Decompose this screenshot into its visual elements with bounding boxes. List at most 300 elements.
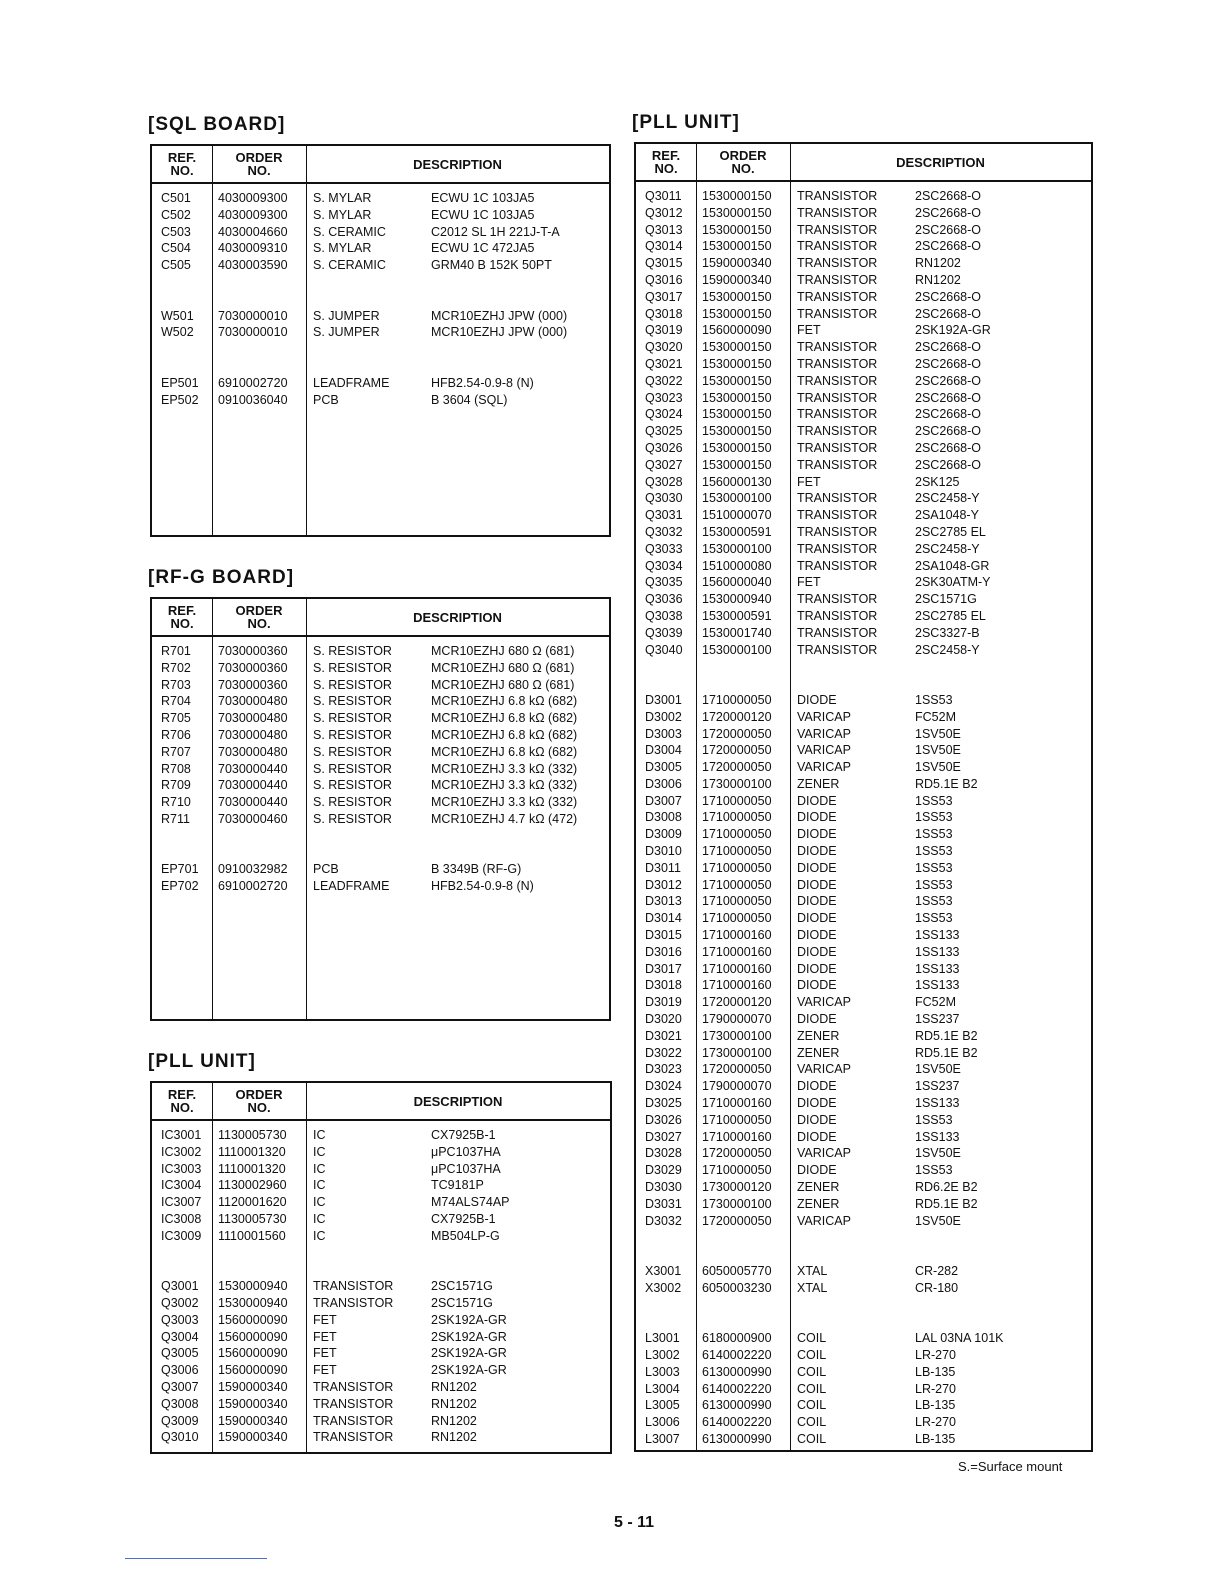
order-no-cell: 7030000480 <box>218 727 288 742</box>
ref-no-cell: Q3027 <box>645 457 683 472</box>
ref-no-cell: IC3001 <box>161 1128 202 1142</box>
part-type-cell: COIL <box>797 1364 827 1379</box>
part-type-cell: ZENER <box>797 1180 840 1195</box>
part-number-cell: MCR10EZHJ 680 Ω (681) <box>431 677 575 692</box>
part-type-cell: TRANSISTOR <box>797 272 878 287</box>
order-no-cell: 7030000440 <box>218 778 288 793</box>
part-number-cell: μPC1037HA <box>431 1144 501 1159</box>
ref-no-cell: D3003 <box>645 726 682 741</box>
table-row <box>636 255 1091 272</box>
order-no-cell: 1530000100 <box>702 642 772 657</box>
part-number-cell: MCR10EZHJ 680 Ω (681) <box>431 644 575 658</box>
ref-no-cell: Q3020 <box>645 340 683 355</box>
table-body <box>152 190 609 408</box>
part-number-cell: 1SS133 <box>915 1129 960 1144</box>
table-row <box>152 693 609 710</box>
part-number-cell: ECWU 1C 472JA5 <box>431 241 535 256</box>
table-row <box>152 1362 610 1379</box>
table-row <box>636 306 1091 323</box>
part-number-cell: RN1202 <box>431 1379 477 1394</box>
part-type-cell: TRANSISTOR <box>797 306 878 321</box>
order-no-cell: 1530000150 <box>702 373 772 388</box>
table-row <box>152 744 609 761</box>
row-spacer <box>152 828 609 845</box>
table-row <box>152 1161 610 1178</box>
ref-no-cell: Q3030 <box>645 491 683 506</box>
ref-no-cell: Q3009 <box>161 1413 199 1428</box>
header-ref-no-label: NO. <box>170 163 194 178</box>
ref-no-cell: C502 <box>161 207 191 222</box>
table-row <box>636 1347 1091 1364</box>
order-no-cell: 6910002720 <box>218 375 288 390</box>
part-number-cell: RD5.1E B2 <box>915 1045 978 1060</box>
part-type-cell: DIODE <box>797 692 837 707</box>
ref-no-cell: Q3010 <box>161 1430 199 1445</box>
table-row <box>636 1112 1091 1129</box>
table-row <box>636 390 1091 407</box>
table-row <box>152 794 609 811</box>
order-no-cell: 1720000050 <box>702 1146 772 1161</box>
ref-no-cell: Q3017 <box>645 289 683 304</box>
order-no-cell: 4030009300 <box>218 191 288 205</box>
order-no-cell: 1590000340 <box>218 1413 288 1428</box>
row-spacer <box>152 341 609 358</box>
part-type-cell: DIODE <box>797 810 837 825</box>
order-no-cell: 1530000940 <box>218 1279 288 1294</box>
part-number-cell: TC9181P <box>431 1178 484 1193</box>
header-description <box>790 144 1091 180</box>
part-number-cell: ECWU 1C 103JA5 <box>431 191 535 205</box>
ref-no-cell: C503 <box>161 224 191 239</box>
table-body <box>636 188 1091 1448</box>
ref-no-cell: Q3028 <box>645 474 683 489</box>
table-row <box>636 759 1091 776</box>
order-no-cell: 1710000050 <box>702 877 772 892</box>
order-no-cell: 6130000990 <box>702 1398 772 1413</box>
part-type-cell: VARICAP <box>797 709 851 724</box>
part-number-cell: 1SS53 <box>915 692 953 707</box>
table-row <box>152 1295 610 1312</box>
table-row <box>636 541 1091 558</box>
table-row <box>636 507 1091 524</box>
order-no-cell: 6140002220 <box>702 1347 772 1362</box>
table-header <box>152 1083 610 1121</box>
part-type-cell: VARICAP <box>797 1213 851 1228</box>
order-no-cell: 1720000050 <box>702 743 772 758</box>
table-row <box>636 1397 1091 1414</box>
part-number-cell: 2SC2458-Y <box>915 642 980 657</box>
part-number-cell: 1SS53 <box>915 1112 953 1127</box>
ref-no-cell: Q3039 <box>645 625 683 640</box>
order-no-cell: 1710000050 <box>702 793 772 808</box>
ref-no-cell: Q3015 <box>645 256 683 271</box>
part-number-cell: 1SS133 <box>915 978 960 993</box>
table-row <box>636 709 1091 726</box>
part-type-cell: ZENER <box>797 776 840 791</box>
ref-no-cell: Q3035 <box>645 575 683 590</box>
ref-no-cell: Q3011 <box>645 189 682 203</box>
order-no-cell: 1790000070 <box>702 1012 772 1027</box>
ref-no-cell: R704 <box>161 694 191 709</box>
order-no-cell: 1110001560 <box>218 1228 286 1243</box>
part-number-cell: 2SC3327-B <box>915 625 980 640</box>
table-row <box>152 777 609 794</box>
part-type-cell: S. RESISTOR <box>313 727 392 742</box>
part-type-cell: IC <box>313 1211 326 1226</box>
order-no-cell: 1720000050 <box>702 1062 772 1077</box>
part-type-cell: FET <box>797 474 821 489</box>
order-no-cell: 7030000010 <box>218 308 288 323</box>
part-number-cell: FC52M <box>915 995 956 1010</box>
order-no-cell: 1530000150 <box>702 390 772 405</box>
part-type-cell: TRANSISTOR <box>797 390 878 405</box>
part-type-cell: TRANSISTOR <box>797 491 878 506</box>
part-type-cell: VARICAP <box>797 760 851 775</box>
part-number-cell: LAL 03NA 101K <box>915 1331 1004 1346</box>
table-row <box>152 240 609 257</box>
order-no-cell: 1710000050 <box>702 894 772 909</box>
part-number-cell: 1SS53 <box>915 844 953 859</box>
order-no-cell: 6050005770 <box>702 1264 772 1278</box>
part-number-cell: μPC1037HA <box>431 1161 501 1176</box>
table-row <box>636 1045 1091 1062</box>
order-no-cell: 1560000090 <box>702 323 772 338</box>
order-no-cell: 1530000940 <box>218 1295 288 1310</box>
part-type-cell: DIODE <box>797 1012 837 1027</box>
order-no-cell: 1720000050 <box>702 760 772 775</box>
ref-no-cell: Q3001 <box>161 1279 199 1294</box>
part-number-cell: CR-180 <box>915 1280 959 1295</box>
order-no-cell: 1720000050 <box>702 1213 772 1228</box>
part-type-cell: TRANSISTOR <box>797 289 878 304</box>
ref-no-cell: D3030 <box>645 1180 682 1195</box>
part-type-cell: TRANSISTOR <box>797 205 878 220</box>
rfg-board-title: [RF-G BOARD] <box>148 567 295 588</box>
part-number-cell: MCR10EZHJ 6.8 kΩ (682) <box>431 694 578 709</box>
order-no-cell: 1530000150 <box>702 239 772 254</box>
ref-no-cell: D3009 <box>645 827 682 842</box>
order-no-cell: 1590000340 <box>218 1396 288 1411</box>
ref-no-cell: Q3002 <box>161 1295 199 1310</box>
part-type-cell: FET <box>313 1363 337 1378</box>
header-ref-no-label: NO. <box>654 161 678 176</box>
table-row <box>636 474 1091 491</box>
pll-unit-left-title: [PLL UNIT] <box>148 1051 256 1072</box>
table-row <box>636 776 1091 793</box>
header-description <box>306 146 609 182</box>
part-type-cell: S. MYLAR <box>313 207 372 222</box>
table-row <box>152 308 609 325</box>
row-spacer <box>152 1261 610 1278</box>
row-spacer <box>636 1297 1091 1314</box>
part-number-cell: 2SC2668-O <box>915 457 982 472</box>
table-row <box>636 440 1091 457</box>
part-number-cell: MCR10EZHJ 3.3 kΩ (332) <box>431 795 578 810</box>
ref-no-cell: EP701 <box>161 862 199 877</box>
part-number-cell: 2SK192A-GR <box>431 1329 507 1344</box>
part-type-cell: FET <box>313 1346 337 1361</box>
ref-no-cell: D3032 <box>645 1213 682 1228</box>
part-type-cell: TRANSISTOR <box>313 1379 394 1394</box>
table-row <box>152 660 609 677</box>
table-row <box>636 692 1091 709</box>
ref-no-cell: D3010 <box>645 844 682 859</box>
part-number-cell: MCR10EZHJ 3.3 kΩ (332) <box>431 778 578 793</box>
part-type-cell: S. CERAMIC <box>313 258 386 273</box>
table-body <box>152 1127 610 1446</box>
ref-no-cell: Q3022 <box>645 373 683 388</box>
pll-unit-left-table <box>150 1081 612 1454</box>
part-type-cell: TRANSISTOR <box>797 558 878 573</box>
table-row <box>636 1364 1091 1381</box>
table-row <box>152 878 609 895</box>
order-no-cell: 1560000040 <box>702 575 772 590</box>
header-order-no-label: NO. <box>731 161 755 176</box>
table-row <box>636 1414 1091 1431</box>
part-number-cell: 2SC2785 EL <box>915 524 986 539</box>
table-row <box>636 322 1091 339</box>
order-no-cell: 1560000090 <box>218 1363 288 1378</box>
order-no-cell: 0910036040 <box>218 392 288 407</box>
table-row <box>152 1278 610 1295</box>
ref-no-cell: D3028 <box>645 1146 682 1161</box>
part-type-cell: S. RESISTOR <box>313 694 392 709</box>
part-number-cell: 1SV50E <box>915 743 961 758</box>
table-row <box>152 392 609 409</box>
table-row <box>152 1329 610 1346</box>
part-number-cell: 2SC2668-O <box>915 205 982 220</box>
order-no-cell: 6910002720 <box>218 879 288 894</box>
header-description-label: DESCRIPTION <box>413 609 502 625</box>
order-no-cell: 1530001740 <box>702 625 772 640</box>
part-type-cell: S. MYLAR <box>313 191 372 205</box>
order-no-cell: 7030000460 <box>218 811 288 826</box>
order-no-cell: 6180000900 <box>702 1331 772 1346</box>
ref-no-cell: D3014 <box>645 911 682 926</box>
header-ref-label: REF. <box>651 148 681 163</box>
order-no-cell: 6050003230 <box>702 1280 772 1295</box>
part-number-cell: 1SV50E <box>915 726 961 741</box>
header-order-no-label: NO. <box>247 616 271 631</box>
ref-no-cell: W501 <box>161 308 194 323</box>
part-number-cell: C2012 SL 1H 221J-T-A <box>431 224 560 239</box>
part-number-cell: CR-282 <box>915 1264 959 1278</box>
table-row <box>152 677 609 694</box>
table-row <box>636 1129 1091 1146</box>
part-type-cell: VARICAP <box>797 726 851 741</box>
ref-no-cell: EP702 <box>161 879 199 894</box>
part-number-cell: MCR10EZHJ JPW (000) <box>431 325 568 340</box>
table-row <box>152 1144 610 1161</box>
order-no-cell: 7030000010 <box>218 325 288 340</box>
table-row <box>152 190 609 207</box>
part-number-cell: 1SV50E <box>915 760 961 775</box>
order-no-cell: 4030004660 <box>218 224 288 239</box>
row-spacer <box>636 675 1091 692</box>
pll-unit-right-title: [PLL UNIT] <box>632 112 740 133</box>
part-number-cell: ECWU 1C 103JA5 <box>431 207 535 222</box>
ref-no-cell: R702 <box>161 660 191 675</box>
part-type-cell: FET <box>797 575 821 590</box>
part-number-cell: M74ALS74AP <box>431 1195 510 1210</box>
order-no-cell: 6130000990 <box>702 1431 772 1446</box>
ref-no-cell: R710 <box>161 795 191 810</box>
ref-no-cell: D3004 <box>645 743 682 758</box>
table-row <box>636 574 1091 591</box>
part-number-cell: 2SC2668-O <box>915 222 982 237</box>
part-type-cell: S. RESISTOR <box>313 795 392 810</box>
header-ref-no <box>636 144 696 180</box>
ref-no-cell: Q3012 <box>645 205 683 220</box>
part-type-cell: TRANSISTOR <box>797 508 878 523</box>
part-type-cell: TRANSISTOR <box>797 239 878 254</box>
header-ref-label: REF. <box>167 603 197 618</box>
part-number-cell: LR-270 <box>915 1381 956 1396</box>
table-row <box>152 1345 610 1362</box>
part-number-cell: 2SC2668-O <box>915 189 982 203</box>
table-row <box>636 1162 1091 1179</box>
table-row <box>636 339 1091 356</box>
part-number-cell: RD5.1E B2 <box>915 1028 978 1043</box>
part-type-cell: COIL <box>797 1331 827 1346</box>
header-description <box>306 599 609 635</box>
order-no-cell: 7030000360 <box>218 660 288 675</box>
order-no-cell: 1530000591 <box>702 608 772 623</box>
part-number-cell: FC52M <box>915 709 956 724</box>
part-number-cell: 1SS53 <box>915 1163 953 1178</box>
table-row <box>636 1381 1091 1398</box>
part-number-cell: 1SV50E <box>915 1213 961 1228</box>
ref-no-cell: D3006 <box>645 776 682 791</box>
table-row <box>636 742 1091 759</box>
order-no-cell: 4030009310 <box>218 241 288 256</box>
row-spacer <box>636 1246 1091 1263</box>
order-no-cell: 1510000070 <box>702 508 772 523</box>
ref-no-cell: L3001 <box>645 1331 680 1346</box>
table-row <box>152 375 609 392</box>
part-number-cell: 2SK192A-GR <box>431 1363 507 1378</box>
table-row <box>152 1396 610 1413</box>
order-no-cell: 4030009300 <box>218 207 288 222</box>
part-number-cell: 2SC2668-O <box>915 390 982 405</box>
table-row <box>152 643 609 660</box>
ref-no-cell: C501 <box>161 191 191 205</box>
ref-no-cell: Q3038 <box>645 608 683 623</box>
ref-no-cell: L3002 <box>645 1347 680 1362</box>
order-no-cell: 1710000160 <box>702 944 772 959</box>
table-row <box>152 324 609 341</box>
part-number-cell: HFB2.54-0.9-8 (N) <box>431 879 534 894</box>
header-description-label: DESCRIPTION <box>413 156 502 172</box>
ref-no-cell: D3031 <box>645 1196 682 1211</box>
part-number-cell: 2SK192A-GR <box>431 1312 507 1327</box>
part-number-cell: RN1202 <box>431 1396 477 1411</box>
row-spacer <box>152 358 609 375</box>
part-type-cell: COIL <box>797 1398 827 1413</box>
ref-no-cell: Q3007 <box>161 1379 199 1394</box>
part-type-cell: S. RESISTOR <box>313 677 392 692</box>
part-type-cell: S. RESISTOR <box>313 778 392 793</box>
ref-no-cell: D3026 <box>645 1112 682 1127</box>
ref-no-cell: D3011 <box>645 860 681 875</box>
order-no-cell: 1120001620 <box>218 1195 287 1210</box>
ref-no-cell: R708 <box>161 761 191 776</box>
part-type-cell: S. CERAMIC <box>313 224 386 239</box>
table-row <box>636 843 1091 860</box>
order-no-cell: 1530000100 <box>702 491 772 506</box>
table-row <box>636 1028 1091 1045</box>
order-no-cell: 1710000160 <box>702 928 772 943</box>
table-row <box>636 642 1091 659</box>
ref-no-cell: Q3019 <box>645 323 683 338</box>
part-number-cell: 1SS133 <box>915 961 960 976</box>
part-type-cell: TRANSISTOR <box>797 356 878 371</box>
order-no-cell: 1590000340 <box>702 272 772 287</box>
part-number-cell: CX7925B-1 <box>431 1128 496 1142</box>
part-type-cell: VARICAP <box>797 1062 851 1077</box>
part-type-cell: XTAL <box>797 1264 828 1278</box>
ref-no-cell: R711 <box>161 811 190 826</box>
ref-no-cell: Q3040 <box>645 642 683 657</box>
order-no-cell: 1730000120 <box>702 1180 772 1195</box>
order-no-cell: 1560000090 <box>218 1312 288 1327</box>
part-number-cell: 2SC2785 EL <box>915 608 986 623</box>
part-type-cell: TRANSISTOR <box>797 457 878 472</box>
table-row <box>636 188 1091 205</box>
row-spacer <box>636 1313 1091 1330</box>
part-number-cell: RN1202 <box>915 256 961 271</box>
ref-no-cell: L3007 <box>645 1431 680 1446</box>
ref-no-cell: Q3033 <box>645 541 683 556</box>
order-no-cell: 1530000150 <box>702 424 772 439</box>
ref-no-cell: X3002 <box>645 1280 682 1295</box>
ref-no-cell: Q3026 <box>645 440 683 455</box>
table-row <box>636 826 1091 843</box>
part-number-cell: 2SC2668-O <box>915 407 982 422</box>
pll-unit-right-table <box>634 142 1093 1452</box>
part-type-cell: COIL <box>797 1381 827 1396</box>
part-type-cell: TRANSISTOR <box>797 608 878 623</box>
part-type-cell: TRANSISTOR <box>797 373 878 388</box>
part-number-cell: 2SA1048-Y <box>915 508 979 523</box>
part-type-cell: S. RESISTOR <box>313 644 392 658</box>
part-type-cell: IC <box>313 1178 326 1193</box>
table-row <box>636 289 1091 306</box>
order-no-cell: 7030000360 <box>218 677 288 692</box>
order-no-cell: 1130005730 <box>218 1211 287 1226</box>
part-number-cell: 2SC2668-O <box>915 424 982 439</box>
part-number-cell: 2SK30ATM-Y <box>915 575 991 590</box>
table-row <box>636 1061 1091 1078</box>
order-no-cell: 1110001320 <box>218 1144 286 1159</box>
part-number-cell: MCR10EZHJ 3.3 kΩ (332) <box>431 761 578 776</box>
part-number-cell: LB-135 <box>915 1398 956 1413</box>
part-type-cell: DIODE <box>797 1112 837 1127</box>
ref-no-cell: R707 <box>161 744 191 759</box>
header-description <box>306 1083 610 1119</box>
table-row <box>636 910 1091 927</box>
part-type-cell: LEADFRAME <box>313 879 390 894</box>
order-no-cell: 1530000150 <box>702 289 772 304</box>
order-no-cell: 1710000160 <box>702 961 772 976</box>
part-type-cell: TRANSISTOR <box>313 1295 394 1310</box>
order-no-cell: 1710000050 <box>702 860 772 875</box>
part-type-cell: TRANSISTOR <box>313 1413 394 1428</box>
part-type-cell: S. MYLAR <box>313 241 372 256</box>
part-number-cell: 2SC2668-O <box>915 306 982 321</box>
header-ref-label: REF. <box>167 150 197 165</box>
part-number-cell: 2SC2668-O <box>915 440 982 455</box>
